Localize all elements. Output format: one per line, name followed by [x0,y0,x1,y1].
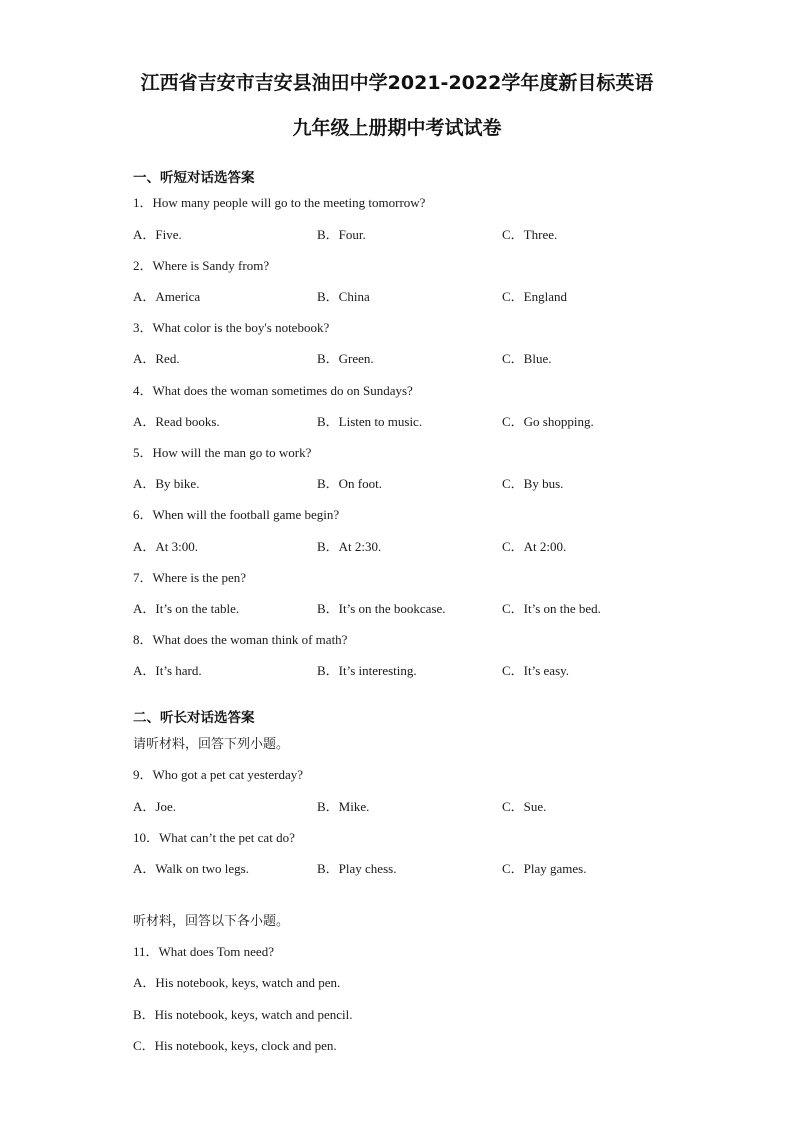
q3-option-a: A．Red. [133,351,180,366]
q8-option-b: B．It’s interesting. [317,663,417,678]
q2-option-c: C．England [502,289,567,304]
q4-option-b: B．Listen to music. [317,414,423,429]
q5-option-a: A．By bike. [133,476,200,491]
q8-option-c: C．It’s easy. [502,663,570,678]
section-heading-2: 二、听长对话选答案 [133,710,255,726]
q7-option-a: A．It’s on the table. [133,601,240,616]
q11-option-b: B．His notebook, keys, watch and pencil. [133,1007,353,1022]
question-8: 8．What does the woman think of math? [133,632,348,647]
q9-option-b: B．Mike. [317,799,370,814]
question-6: 6．When will the football game begin? [133,507,340,522]
question-2: 2．Where is Sandy from? [133,258,270,273]
q8-option-a: A．It’s hard. [133,663,202,678]
q3-option-c: C．Blue. [502,351,552,366]
question-10: 10．What can’t the pet cat do? [133,830,295,845]
q1-option-c: C．Three. [502,227,558,242]
section-heading-1: 一、听短对话选答案 [133,170,255,186]
question-5: 5．How will the man go to work? [133,445,312,460]
q5-option-c: C．By bus. [502,476,564,491]
q11-option-c: C．His notebook, keys, clock and pen. [133,1038,337,1053]
question-3: 3．What color is the boy's notebook? [133,320,330,335]
q10-option-b: B．Play chess. [317,861,397,876]
q9-option-c: C．Sue. [502,799,547,814]
q6-option-c: C．At 2:00. [502,539,567,554]
q11-option-a: A．His notebook, keys, watch and pen. [133,975,341,990]
question-4: 4．What does the woman sometimes do on Sundays? [133,383,413,398]
q10-option-a: A．Walk on two legs. [133,861,249,876]
q2-option-b: B．China [317,289,370,304]
q2-option-a: A．America [133,289,201,304]
document-title-line-2: 九年级上册期中考试试卷 [292,117,502,139]
q1-option-b: B．Four. [317,227,366,242]
question-1: 1．How many people will go to the meeting tomorrow? [133,195,426,210]
q10-option-c: C．Play games. [502,861,587,876]
q4-option-a: A．Read books. [133,414,220,429]
q7-option-b: B．It’s on the bookcase. [317,601,446,616]
question-7: 7．Where is the pen? [133,570,246,585]
question-11: 11．What does Tom need? [133,944,274,959]
listening-instruction-2: 听材料，回答以下各小题。 [133,914,290,929]
q9-option-a: A．Joe. [133,799,176,814]
q6-option-b: B．At 2:30. [317,539,382,554]
q6-option-a: A．At 3:00. [133,539,199,554]
document-title-line-1: 江西省吉安市吉安县油田中学2021-2022学年度新目标英语 [140,72,654,94]
question-9: 9．Who got a pet cat yesterday? [133,767,304,782]
q4-option-c: C．Go shopping. [502,414,594,429]
q5-option-b: B．On foot. [317,476,383,491]
listening-instruction-1: 请听材料，回答下列小题。 [133,737,290,752]
q7-option-c: C．It’s on the bed. [502,601,601,616]
q1-option-a: A．Five. [133,227,182,242]
q3-option-b: B．Green. [317,351,374,366]
